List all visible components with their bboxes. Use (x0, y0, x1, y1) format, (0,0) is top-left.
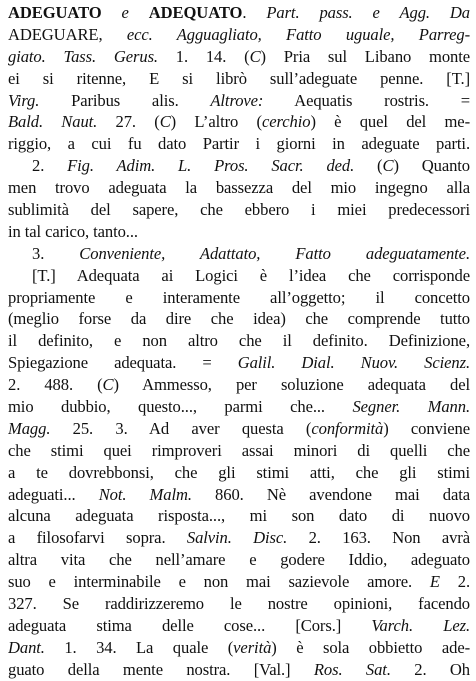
text-segment: ei si ritenne, E si librò sull’adeguate penne. [T.] (8, 68, 470, 88)
text-line (8, 352, 470, 374)
text-line (8, 90, 470, 112)
italic-text: Part. pass. e Agg. Da (266, 3, 470, 22)
text-segment: ) Ammesso, per soluzione adequata del (113, 375, 470, 395)
text-line (8, 505, 470, 527)
italic-text: Magg. (8, 418, 51, 438)
text-line (8, 111, 470, 133)
text-segment: 25. 3. Ad aver questa ( (50, 418, 312, 438)
text-segment: adeguata stima delle cose... [Cors.] (8, 615, 372, 635)
italic-text: giato. Tass. Gerus. (8, 46, 158, 66)
text-segment: . (242, 3, 267, 22)
text-line (8, 462, 470, 484)
italic-text: C (159, 112, 171, 132)
text-segment: riggio, a cui fu dato Partir i giorni in adeguate parti. (8, 134, 470, 154)
text-segment: ADEGUARE (8, 24, 99, 44)
text-segment (102, 3, 122, 22)
text-line (8, 615, 470, 637)
italic-text: e (121, 3, 129, 22)
headword: ADEQUATO (148, 3, 243, 22)
text-line (8, 593, 470, 615)
text-segment: Aequatis rostris. = (263, 90, 470, 110)
italic-text: Dant. (8, 637, 45, 657)
italic-text: C (102, 375, 114, 395)
italic-text: Segner. Mann. (352, 397, 470, 417)
text-line (8, 637, 470, 659)
italic-text: Galil. Dial. Nuov. Scienz. (237, 353, 470, 373)
text-line (8, 287, 470, 309)
text-segment: Spiegazione adequata. = (8, 353, 238, 373)
text-segment: che stimi quei rimproveri assai minori di quelli che (8, 440, 470, 460)
headword: ADEGUATO (8, 3, 102, 22)
text-segment: men trovo adeguata la bassezza del mio ingegno alla (8, 178, 470, 198)
text-line (8, 308, 470, 330)
italic-text: Ros. Sat. (313, 659, 391, 679)
text-line (8, 2, 470, 24)
italic-text: Not. Malm. (98, 484, 192, 504)
text-segment: propriamente e interamente all’oggetto; il concetto (8, 287, 470, 307)
text-line (8, 221, 470, 243)
text-segment: 2. (32, 156, 68, 176)
italic-text: verità (233, 637, 272, 657)
entry-adeguato (8, 2, 470, 681)
text-line (8, 133, 470, 155)
text-line (8, 68, 470, 90)
text-segment: 2. 488. ( (8, 375, 103, 395)
text-line (8, 243, 470, 265)
text-line (8, 396, 470, 418)
text-segment: 3. (32, 243, 80, 263)
text-line (8, 177, 470, 199)
italic-text: conformità (311, 418, 384, 438)
text-line (8, 330, 470, 352)
text-line (8, 199, 470, 221)
text-segment: 327. Se raddirizzeremo le nostre opinioni, facendo (8, 594, 470, 614)
text-segment: a filosofarvi sopra. (8, 528, 187, 548)
text-line (8, 527, 470, 549)
text-line (8, 571, 470, 593)
text-segment: 860. Nè avendone mai data (191, 484, 470, 504)
text-segment: in tal carico, tanto... (8, 221, 138, 241)
text-line (8, 659, 470, 681)
text-segment: suo e interminabile e non mai sazievole amore. (8, 572, 430, 592)
text-line (8, 440, 470, 462)
text-segment: ) L’altro ( (170, 112, 262, 132)
text-segment: altra vita che nell’amare e godere Iddio, adeguato (8, 550, 470, 570)
italic-text: Altrove: (210, 90, 264, 110)
text-segment: 2. Oh (390, 659, 470, 679)
text-segment: 1. 14. ( (157, 46, 250, 66)
text-segment: [T.] Adequata ai Logici è l’idea che corrisponde (32, 265, 470, 285)
text-segment: 2. (439, 572, 470, 592)
text-segment: ) è sola obbietto ade- (271, 637, 470, 657)
text-segment: Paribus alis. (39, 90, 211, 110)
italic-text: Conveniente, Adattato, Fatto adeguatamente. (79, 243, 470, 263)
italic-text: Varch. Lez. (371, 615, 470, 635)
text-segment: ) conviene (383, 418, 470, 438)
text-line (8, 484, 470, 506)
italic-text: ecc. Agguagliato, Fatto uguale, Parreg- (126, 24, 470, 44)
text-segment: il definito, e non altro che il definito. Definizione, (8, 331, 470, 351)
text-segment: alcuna adeguata risposta..., mi son dato di nuovo (8, 506, 470, 526)
text-segment: ( (354, 156, 383, 176)
italic-text: Bald. Naut. (8, 112, 98, 132)
text-line (8, 24, 470, 46)
text-segment: ) Pria sul Libano monte (260, 46, 470, 66)
text-line (8, 46, 470, 68)
italic-text: Salvin. Disc. (186, 528, 288, 548)
text-segment: ) è quel del me- (310, 112, 470, 132)
text-segment: 2. 163. Non avrà (287, 528, 470, 548)
italic-text: Fig. Adim. L. Pros. Sacr. ded. (67, 156, 355, 176)
text-segment: guato della mente nostra. [Val.] (8, 659, 314, 679)
text-segment: 1. 34. La quale ( (44, 637, 234, 657)
text-segment: sublimità del sapere, che ebbero i miei predecessori (8, 200, 470, 220)
text-segment: ) Quanto (393, 156, 470, 176)
text-segment: adeguati... (8, 484, 99, 504)
italic-text: Virg. (8, 90, 40, 110)
text-segment: a te dovrebbonsi, che gli stimi atti, che gli stimi (8, 462, 470, 482)
italic-text: cerchio (261, 112, 311, 132)
text-segment: (meglio forse da dire che idea) che comprende tutto (8, 309, 470, 329)
text-line (8, 418, 470, 440)
text-line (8, 265, 470, 287)
text-line (8, 549, 470, 571)
text-line (8, 374, 470, 396)
text-segment (129, 3, 149, 22)
text-segment: , (98, 24, 127, 44)
italic-text: C (249, 46, 261, 66)
text-segment: mio dubbio, questo..., parmi che... (8, 397, 353, 417)
text-segment: 27. ( (97, 112, 160, 132)
italic-text: E (429, 572, 440, 592)
italic-text: C (382, 156, 394, 176)
text-line (8, 155, 470, 177)
